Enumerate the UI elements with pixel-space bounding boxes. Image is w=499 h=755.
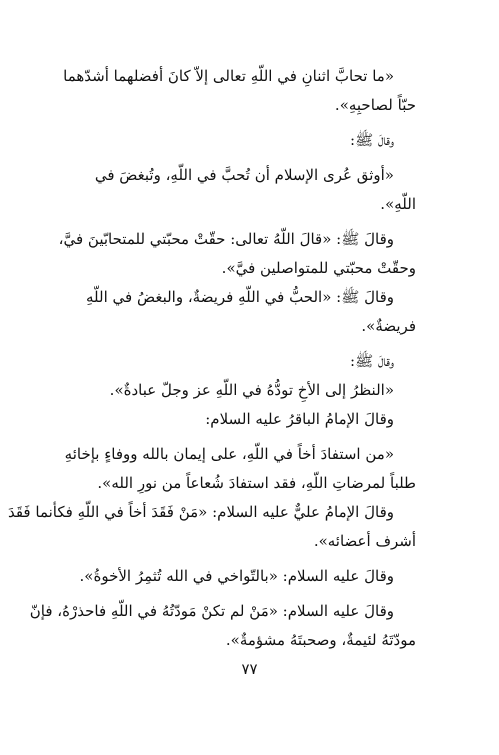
text-line: أشرف أعضائه». bbox=[313, 532, 416, 550]
text-line: «ما تحابَّ اثنانِ في اللّهِ تعالى إلاّ كانَ أفضلهما أشدّهما bbox=[63, 67, 394, 85]
text-line: وقالَ ﷺ: «الحبُّ في اللّهِ فريضةٌ، والبغضُ في اللّهِ bbox=[86, 288, 394, 306]
text-line: اللّهِ». bbox=[380, 195, 416, 213]
text-line: «أوثق عُرى الإسلام أن تُحبَّ في اللّهِ، وتُبغضَ في bbox=[94, 166, 394, 184]
page-text bbox=[7, 62, 416, 655]
text-line: وقالَ ﷺ: «قالَ اللّهُ تعالى: حقّتْ محبّتي للمتحابّينَ فيَّ، bbox=[58, 230, 394, 248]
text-line: وقالَ عليه السلام: «مَنْ لم تكنْ مَودّتُهُ في اللّهِ فاحذرْهُ، فإنّ bbox=[29, 602, 394, 620]
text-line: وقالَ عليه السلام: «بالتّواخي في الله تُثمِرُ الأخوةُ». bbox=[79, 567, 394, 585]
text-line: وقالَ ﷺ: bbox=[350, 131, 394, 149]
text-line: طلباً لمرضاتِ اللّهِ، فقد استفادَ شُعاعاً من نورِ الله». bbox=[97, 474, 416, 492]
text-line: «النظرُ إلى الأخِ تودُّهُ في اللّهِ عز وجلّ عبادةٌ». bbox=[109, 381, 394, 399]
text-line: حبّاً لصاحبِهِ». bbox=[334, 96, 416, 114]
page-number: ٧٧ bbox=[241, 660, 258, 678]
text-line: وقالَ ﷺ: bbox=[350, 352, 394, 370]
text-line: مودّتَهُ لئيمةٌ، وصحبتَهُ مشؤمةٌ». bbox=[225, 631, 416, 649]
text-line: وقالَ الإمامُ عليٌّ عليه السلام: «مَنْ فَقَدَ أخاً في اللّهِ فكأنما فَقَدَ bbox=[7, 503, 394, 521]
text-line: «من استفادَ أخاً في اللّهِ، على إيمان بالله ووفاءٍ بإخائهِ bbox=[64, 445, 394, 463]
text-line: فريضةٌ». bbox=[361, 317, 416, 335]
text-line: وقالَ الإمامُ الباقرُ عليه السلام: bbox=[205, 410, 394, 428]
text-line: وحقّتْ محبّتي للمتواصلين فيَّ». bbox=[221, 259, 416, 277]
